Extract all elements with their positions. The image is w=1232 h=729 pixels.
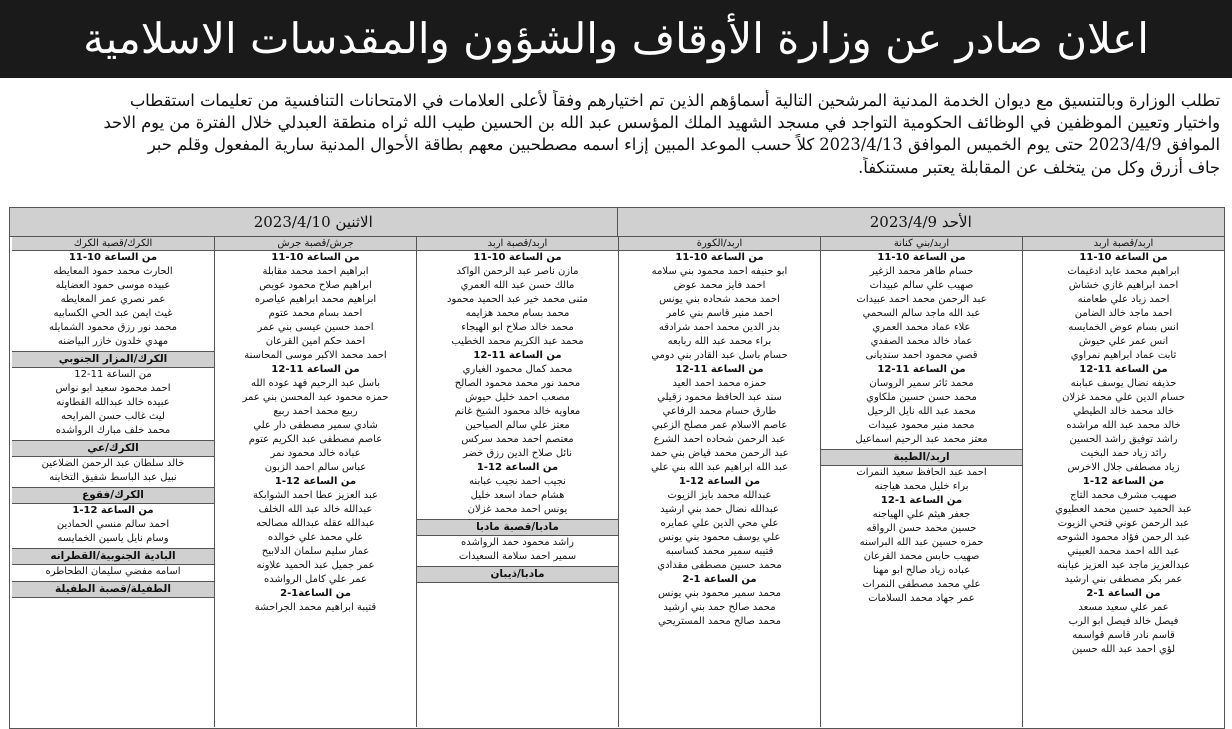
district-subheader: البادية الجنوبية/القطرانه — [12, 548, 214, 565]
district-column — [416, 237, 618, 727]
district-column — [12, 237, 214, 727]
candidate-name: شادي سمير مصطفى دار علي — [253, 420, 378, 431]
candidate-name: قصي محمود احمد سنديانى — [865, 350, 978, 361]
district-header: اربد/قصبة اربد — [1023, 237, 1224, 251]
candidate-name: احمد منير قاسم بني عامر — [666, 308, 773, 319]
day-header-sunday: الأحد 2023/4/9 — [618, 208, 1225, 236]
candidate-name: علي محمد علي خوالده — [267, 532, 364, 543]
candidate-name: عبيده خالد عبدالله القطاونه — [56, 397, 170, 408]
candidate-name: عبد الرحمن محمد احمد عبيدات — [856, 294, 987, 305]
candidate-name: علي يوسف محمود بني يونس — [658, 532, 781, 543]
time-section — [12, 504, 214, 546]
candidate-name: عبد الله ابراهيم عبد الله بني علي — [650, 462, 789, 473]
candidate-name: حمزه محمد احمد العيد — [672, 378, 767, 389]
candidate-name: ابراهيم محمد ابراهيم عياصره — [254, 294, 377, 305]
time-section — [1023, 475, 1224, 587]
candidate-name: صهيب مشرف محمد التاج — [1070, 490, 1177, 501]
candidate-name: خالد محمد عبد الله مراشده — [1066, 420, 1181, 431]
time-section — [1023, 251, 1224, 363]
candidate-name: محمد عبد الله نايل الرحيل — [867, 406, 976, 417]
time-section — [12, 368, 214, 438]
candidate-name: عبد العزيز عطا احمد الشوابكة — [253, 490, 378, 501]
district-subheader: مادبا/قصبة مادبا — [417, 519, 618, 536]
time-slot-label: من الساعة 1-2 — [1086, 588, 1161, 599]
candidate-name: وسام نايل ياسين الخمايسه — [57, 533, 169, 544]
candidate-name: احمد سالم منسي الحمادين — [56, 519, 170, 530]
intro-line: الموافق 2023/4/9 حتى يوم الخميس الموافق 2023/4/13 كلاً حسب الموعد المبين إزاء اسمه مصطحبين معهم بطاقة الأحوال المدنية سارية المفعول وقلم حبر — [147, 135, 1220, 155]
district-subheader: مادبا/ذيبان — [417, 566, 618, 583]
candidate-name: محمد نور رزق محمود الشمايله — [49, 322, 177, 333]
time-section — [821, 494, 1022, 606]
district-column — [618, 237, 820, 727]
day-header-monday: الاثنين 2023/4/10 — [10, 208, 618, 236]
candidate-name: حذيفه نضال يوسف عبابنه — [1070, 378, 1177, 389]
candidate-name: عاصم الاسلام عمر مصلح الزعبي — [651, 420, 788, 431]
district-subheader: الكرك/المزار الجنوبي — [12, 351, 214, 368]
candidate-name: احمد بسام محمد عتوم — [268, 308, 363, 319]
candidate-name: حسين محمد حسن الرواقه — [866, 523, 977, 534]
candidate-name: محمد منير محمود عبيدات — [868, 420, 975, 431]
time-section — [12, 251, 214, 349]
time-slot-label: من الساعة 12-1 — [476, 462, 559, 473]
candidate-name: عبد الحميد حسين محمد العطيوي — [1055, 504, 1192, 515]
candidate-name: محمد صالح حمد بني ارشيد — [663, 602, 776, 613]
candidate-name: قتيبة ابراهيم محمد الجراحشة — [254, 602, 377, 613]
time-slot-label: من الساعة 11-12 — [877, 364, 966, 375]
district-column — [1022, 237, 1224, 727]
candidate-name: ثابت عماد ابراهيم نمراوي — [1070, 350, 1177, 361]
candidate-name: حمزه محمود عبد المحسن بني عمر — [242, 392, 389, 403]
candidate-name: اسامه مفضي سليمان الطحاطره — [45, 566, 181, 577]
candidate-name: نائل صلاح الدين رزق خضر — [462, 448, 573, 459]
candidate-name: راشد توفيق راشد الحسين — [1069, 434, 1178, 445]
candidate-name: معتز محمد عبد الرحيم اسماعيل — [855, 434, 988, 445]
candidate-name: محمد سمير محمود بني يونس — [657, 588, 782, 599]
candidate-name: زياد مصطفى جلال الاخرس — [1067, 462, 1180, 473]
candidate-name: عبد الرحمن فؤاد محمود الشوحه — [1056, 532, 1191, 543]
page-title: اعلان صادر عن وزارة الأوقاف والشؤون والمقدسات الاسلامية — [0, 0, 1232, 78]
intro-line: تطلب الوزارة وبالتنسيق مع ديوان الخدمة المدنية المرشحين التالية أسماؤهم الذين تم اختيارهم وفقاً لأعلى العلامات في الامتحانات التنافسية من تعليمات استقطاب — [129, 91, 1220, 110]
time-section — [1023, 363, 1224, 475]
candidate-name: طارق حسام محمد الرفاعي — [662, 406, 777, 417]
candidate-name: عاصم مصطفى عبد الكريم عتوم — [248, 434, 383, 445]
candidate-name: محمد عبد الكريم محمد الخطيب — [451, 336, 584, 347]
candidate-name: براء خليل محمد هياجنه — [874, 481, 969, 492]
district-subheader: الكرك/فقوع — [12, 487, 214, 504]
time-section — [1023, 587, 1224, 657]
candidate-name: ربيع محمد احمد ربيع — [273, 406, 358, 417]
time-section — [12, 457, 214, 485]
candidate-name: ابراهيم صلاح محمود عويص — [259, 280, 372, 291]
schedule-table — [9, 207, 1225, 729]
candidate-name: مالك حسن عبد الله العمري — [460, 280, 575, 291]
time-section — [215, 363, 416, 475]
candidate-name: انس بسام عوض الخمايسه — [1068, 322, 1179, 333]
candidate-name: احمد فايز محمد عوض — [673, 280, 766, 291]
time-slot-label: من الساعة 11-12 — [271, 364, 360, 375]
candidate-name: احمد حسين عيسى بني عمر — [257, 322, 374, 333]
district-header: الكرك/قصبة الكرك — [12, 237, 214, 251]
candidate-name: ابو حنيفه احمد محمود بني سلامه — [651, 266, 788, 277]
candidate-name: براء محمد عبد الله ربابعه — [667, 336, 772, 347]
candidate-name: الحارث محمد حمود المعايطه — [53, 266, 173, 277]
time-slot-label: من الساعة 10-11 — [473, 252, 562, 263]
candidate-name: محمد نور محمد محمود الصالح — [454, 378, 581, 389]
time-section — [417, 349, 618, 461]
candidate-name: احمد محمد الاكبر موسى المحاسنة — [244, 350, 387, 361]
time-section — [619, 251, 820, 363]
candidate-name: محمد ثائر سمير الروسان — [869, 378, 974, 389]
intro-line: جاف أزرق وكل من يتخلف عن المقابلة يعتبر مستنكفاً. — [858, 157, 1220, 177]
time-section — [821, 363, 1022, 447]
candidate-name: عبد الرحمن شحاده احمد الشرع — [653, 434, 786, 445]
candidate-name: عبد الرحمن محمد فياض بني حمد — [650, 448, 789, 459]
candidate-name: عباس سالم احمد الزبون — [264, 462, 367, 473]
time-section — [12, 565, 214, 579]
time-slot-label: من الساعة1-2 — [280, 588, 351, 599]
day-header-row — [10, 208, 1224, 237]
candidate-name: مصعب احمد خليل حيوش — [465, 392, 570, 403]
district-subheader: اربد/الطيبة — [821, 449, 1022, 466]
candidate-name: من الساعة 11-12 — [74, 369, 152, 380]
candidate-name: عبدالعزيز ماجد عبد العزيز عبابنه — [1056, 560, 1191, 571]
candidate-name: قتيبه سمير محمد كساسبه — [665, 546, 774, 557]
district-header: جرش/قصبة جرش — [215, 237, 416, 251]
candidate-name: محمد حسين مصطفى مقدادي — [657, 560, 782, 571]
candidate-name: عباده زياد صالح ابو مهنا — [872, 565, 971, 576]
intro-line: واختيار وتعيين الموظفين في الوظائف الحكومية التواجد في مسجد الشهيد الملك المؤسس عبد الله بن الحسين طيب الله ثراه منطقة العبدلي خلال الفترة من يوم الاحد — [103, 113, 1220, 133]
candidate-name: محمد بسام محمد هزايمه — [465, 308, 570, 319]
candidate-name: عمر جميل عبد الحميد علاونه — [256, 560, 375, 571]
candidate-name: عبد الرحمن عوني فتحي الزيوت — [1057, 518, 1190, 529]
candidate-name: معتصم احمد محمد سركس — [461, 434, 574, 445]
time-slot-label: من الساعة 1-2 — [682, 574, 757, 585]
candidate-name: عمر جهاد محمد السلامات — [868, 593, 975, 604]
time-section — [215, 251, 416, 363]
time-section — [215, 475, 416, 587]
time-section — [619, 573, 820, 629]
candidate-name: عباده خالد محمود نمر — [270, 448, 361, 459]
candidate-name: عبدالله محمد بايز الزيوت — [667, 490, 772, 501]
candidate-name: احمد محمد شحاده بني يونس — [659, 294, 780, 305]
candidate-name: راشد محمود حمد الرواشده — [460, 537, 574, 548]
candidate-name: لؤي احمد عبد الله حسين — [1071, 644, 1176, 655]
candidate-name: عبدالله عقله عبدالله مصالحه — [256, 518, 375, 529]
time-section — [215, 587, 416, 615]
candidate-name: نبيل عبد الباسط شفيق التخاينه — [49, 472, 177, 483]
candidate-name: صهيب علي سالم عبيدات — [869, 280, 974, 291]
intro-text — [10, 90, 1220, 179]
time-slot-label: من الساعة 11-12 — [675, 364, 764, 375]
candidate-name: احمد ماجد خالد الضامن — [1074, 308, 1173, 319]
columns-row — [10, 237, 1224, 727]
time-section — [417, 536, 618, 564]
candidate-name: ابراهيم محمد عايد ادغيمات — [1067, 266, 1180, 277]
candidate-name: حسام باسل عبد القادر بني دومي — [651, 350, 788, 361]
candidate-name: مهدي خلدون خازر البياضنه — [57, 336, 169, 347]
time-section — [821, 251, 1022, 363]
candidate-name: معتز علي سالم الصياحين — [465, 420, 570, 431]
candidate-name: احمد حكم امين القرعان — [265, 336, 366, 347]
candidate-name: احمد محمود سعيد ابو نواس — [55, 383, 171, 394]
candidate-name: عمر بكر مصطفى بني ارشيد — [1064, 574, 1183, 585]
candidate-name: محمد صالح محمد المستريحي — [658, 616, 781, 627]
time-slot-label: من الساعة 10-11 — [1079, 252, 1168, 263]
time-slot-label: من الساعة 11-12 — [473, 350, 562, 361]
time-section — [417, 461, 618, 517]
time-slot-label: من الساعة 10-11 — [877, 252, 966, 263]
time-slot-label: من الساعة 12-1 — [274, 476, 357, 487]
time-slot-label: من الساعة 12-1 — [1082, 476, 1165, 487]
district-header: اربد/الكورة — [619, 237, 820, 251]
candidate-name: بدر الدين محمد احمد شرادقه — [658, 322, 781, 333]
candidate-name: مازن ناصر عبد الرحمن الواكد — [456, 266, 579, 277]
candidate-name: مثنى محمد خير عبد الحميد محمود — [447, 294, 588, 305]
time-slot-label: من الساعة 12-1 — [678, 476, 761, 487]
district-header: اربد/قصبة اربد — [417, 237, 618, 251]
candidate-name: صهيب حابس محمد القرعان — [863, 551, 980, 562]
candidate-name: عبد الله احمد محمد العبيني — [1067, 546, 1180, 557]
candidate-name: عبدالله خالد عبد الله الخلف — [258, 504, 373, 515]
district-column — [820, 237, 1022, 727]
candidate-name: سند عبد الحافظ محمود زقيلي — [657, 392, 782, 403]
candidate-name: احمد زياد علي طعامنه — [1077, 294, 1170, 305]
candidate-name: غيث ايمن عبد الحي الكسابيه — [53, 308, 173, 319]
candidate-name: عماد خالد محمد الصفدي — [870, 336, 973, 347]
candidate-name: محمد كمال محمود الغياري — [462, 364, 573, 375]
candidate-name: معاويه خالد محمود الشيخ غانم — [454, 406, 581, 417]
candidate-name: عمار سليم سلمان الدلابيح — [261, 546, 370, 557]
candidate-name: خالد محمد خالد الطيطي — [1072, 406, 1174, 417]
time-slot-label: من الساعة 10-11 — [675, 252, 764, 263]
candidate-name: فيصل خالد فيصل ابو الرب — [1068, 616, 1179, 627]
district-subheader: الكرك/عي — [12, 440, 214, 457]
district-column — [214, 237, 416, 727]
candidate-name: باسل عبد الرحيم فهد عوده الله — [250, 378, 381, 389]
candidate-name: حسام الدين علي محمد غزلان — [1062, 392, 1185, 403]
candidate-name: خالد سلطان عبد الرحمن الضلاعين — [41, 458, 185, 469]
time-slot-label: من الساعة 10-11 — [68, 252, 158, 263]
candidate-name: نجيب احمد نجيب عبابنه — [469, 476, 566, 487]
candidate-name: علي محي الدين علي عمايره — [660, 518, 779, 529]
candidate-name: رائد زياد حمد البخيت — [1080, 448, 1167, 459]
candidate-name: عمر علي سعيد مسعد — [1078, 602, 1169, 613]
candidate-name: قاسم نادر قاسم قواسمه — [1072, 630, 1175, 641]
candidate-name: محمد خلف مبارك الرواشده — [55, 425, 171, 436]
candidate-name: محمد خالد صلاح ابو الهيجاء — [461, 322, 574, 333]
candidate-name: عمر علي كامل الرواشده — [264, 574, 367, 585]
candidate-name: هشام حماد اسعد خليل — [470, 490, 565, 501]
candidate-name: حسام طاهر محمد الزغير — [869, 266, 974, 277]
candidate-name: عبيده موسى حمود العضايله — [55, 280, 171, 291]
candidate-name: علاء عماد محمد العمري — [872, 322, 971, 333]
time-section — [821, 466, 1022, 494]
district-header: اربد/بني كنانة — [821, 237, 1022, 251]
candidate-name: احمد عبد الحافظ سعيد النمرات — [856, 467, 987, 478]
candidate-name: محمد حسن حسين ملكاوي — [866, 392, 977, 403]
time-section — [619, 475, 820, 573]
district-subheader: الطفيلة/قصبة الطفيلة — [12, 581, 214, 598]
candidate-name: عبدالله نضال حمد بني ارشيد — [660, 504, 779, 515]
candidate-name: احمد ابراهيم غازي خشاش — [1068, 280, 1179, 291]
time-slot-label: من الساعة 10-11 — [271, 252, 360, 263]
candidate-name: حمزه حسين عبد الله البراسنه — [859, 537, 984, 548]
candidate-name: ليث غالب حسن المرايحه — [61, 411, 165, 422]
time-slot-label: من الساعة 11-12 — [1079, 364, 1168, 375]
candidate-name: عمر نصري عمر المعايطه — [60, 294, 166, 305]
candidate-name: علي محمد مصطفى النمرات — [862, 579, 981, 590]
time-slot-label: من الساعة 1-12 — [880, 495, 963, 506]
time-slot-label: من الساعة 12-1 — [72, 505, 154, 516]
candidate-name: سمير احمد سلامة السعيدات — [458, 551, 577, 562]
candidate-name: انس عمر علي حيوش — [1078, 336, 1169, 347]
candidate-name: جعفر هيثم علي الهياجنه — [872, 509, 971, 520]
candidate-name: ابراهيم احمد محمد مقابلة — [262, 266, 369, 277]
candidate-name: يونس احمد محمد غزلان — [467, 504, 568, 515]
time-section — [619, 363, 820, 475]
candidate-name: عبد الله ماجد سالم السحمي — [862, 308, 981, 319]
time-section — [417, 251, 618, 349]
